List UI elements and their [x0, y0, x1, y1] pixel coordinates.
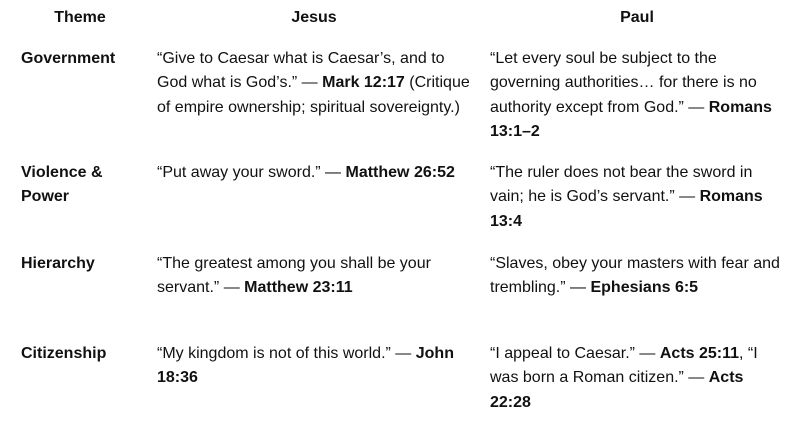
- theme-cell: Citizenship: [21, 345, 107, 362]
- header-paul: Paul: [620, 9, 654, 26]
- theme-cell: Government: [21, 50, 116, 67]
- jesus-reference: Mark 12:17: [322, 74, 405, 92]
- paul-quote: “Slaves, obey your masters with fear and trembling.” —: [490, 255, 780, 297]
- jesus-quote: “My kingdom is not of this world.” —: [157, 345, 416, 362]
- paul-cell: [490, 342, 786, 415]
- jesus-reference: Matthew 23:11: [244, 279, 353, 297]
- jesus-note: (Critique of empire ownership; spiritual sovereignty.): [157, 74, 470, 116]
- jesus-cell: [157, 252, 477, 301]
- paul-quote-2: , “I was born a Roman citizen.” —: [490, 345, 758, 387]
- jesus-quote: “Put away your sword.” —: [157, 164, 346, 181]
- paul-reference-2: Acts 22:28: [490, 369, 744, 411]
- jesus-quote: “Give to Caesar what is Caesar’s, and to God what is God’s.” —: [157, 50, 445, 92]
- jesus-reference: Matthew 26:52: [345, 164, 455, 181]
- paul-reference: Romans 13:1–2: [490, 98, 772, 140]
- header-jesus: Jesus: [291, 9, 337, 26]
- jesus-cell: [157, 161, 477, 185]
- paul-cell: [490, 47, 786, 144]
- theme-cell: Hierarchy: [21, 255, 95, 272]
- paul-cell: [490, 252, 786, 301]
- jesus-cell: [157, 342, 477, 391]
- paul-cell: [490, 161, 786, 234]
- theme-cell: Violence & Power: [21, 164, 103, 206]
- paul-quote: “Let every soul be subject to the governing authorities… for there is no authority except from God.” —: [490, 50, 757, 116]
- paul-reference: Romans 13:4: [490, 188, 763, 230]
- jesus-quote: “The greatest among you shall be your servant.” —: [157, 255, 431, 297]
- jesus-reference: John 18:36: [157, 345, 454, 387]
- header-theme: Theme: [54, 9, 106, 26]
- paul-quote: “I appeal to Caesar.” —: [490, 345, 660, 362]
- paul-quote: “The ruler does not bear the sword in vain; he is God’s servant.” —: [490, 164, 753, 206]
- jesus-cell: [157, 47, 477, 120]
- paul-reference: Acts 25:11: [659, 345, 740, 362]
- paul-reference: Ephesians 6:5: [590, 279, 699, 297]
